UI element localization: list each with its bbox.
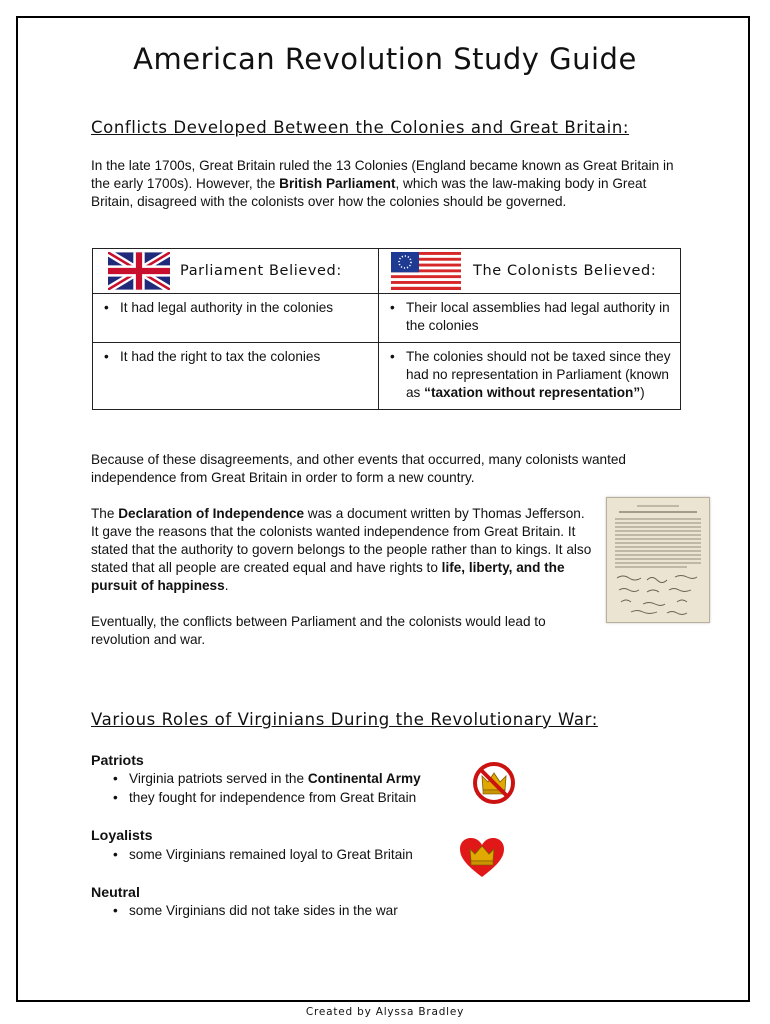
neutral-label: Neutral	[91, 885, 140, 901]
no-crown-icon	[472, 761, 516, 805]
list-item: • they fought for independence from Great Britain	[113, 790, 417, 805]
patriots-label: Patriots	[91, 753, 144, 769]
parliament-belief-1: • It had legal authority in the colonies	[104, 300, 334, 315]
declaration-paragraph: The Declaration of Independence was a document written by Thomas Jefferson. It gave the reasons that the colonists wanted independence from Great Britain. It stated that the authority to govern belongs to the people rather than to kings. It also stated that all people are created equal and have rights to life, liberty, and the pursuit of happiness.	[91, 506, 592, 593]
colonists-header-label: The Colonists Believed:	[473, 263, 657, 279]
parliament-header	[93, 249, 379, 294]
footer-credit: Created by Alyssa Bradley	[305, 1006, 465, 1018]
conflict-lead-paragraph: Eventually, the conflicts between Parliament and the colonists would lead to revolution and war.	[91, 614, 546, 647]
heart-crown-icon	[459, 837, 505, 879]
table-row	[93, 343, 681, 410]
page-title: American Revolution Study Guide	[133, 42, 637, 76]
colonists-belief-1: • Their local assemblies had legal authority in the colonies	[390, 300, 670, 333]
betsy-ross-flag-icon	[391, 252, 461, 290]
parliament-belief-2: • It had the right to tax the colonies	[104, 349, 321, 364]
section-heading-roles: Various Roles of Virginians During the Revolutionary War:	[91, 710, 598, 729]
parliament-header-label: Parliament Believed:	[180, 263, 342, 279]
document-icon	[607, 498, 709, 622]
list-item: • Virginia patriots served in the Continental Army	[113, 771, 421, 786]
colonists-belief-2: • The colonies should not be taxed since they had no representation in Parliament (known as “taxation without representation”)	[390, 349, 671, 400]
loyalists-label: Loyalists	[91, 828, 153, 844]
beliefs-table	[92, 248, 681, 410]
section-heading-conflicts: Conflicts Developed Between the Colonies and Great Britain:	[91, 118, 630, 137]
table-row	[93, 294, 681, 343]
disagreements-paragraph: Because of these disagreements, and other events that occurred, many colonists wanted independence from Great Britain in order to form a new country.	[91, 452, 626, 485]
british-parliament-term: British Parliament	[279, 176, 396, 191]
union-jack-icon	[108, 252, 170, 290]
list-item: • some Virginians did not take sides in the war	[113, 903, 398, 918]
list-item: • some Virginians remained loyal to Great Britain	[113, 847, 413, 862]
intro-paragraph: In the late 1700s, Great Britain ruled the 13 Colonies (England became known as Great Britain in the early 1700s). However, the British Parliament, which was the law-making body in Great Britain, disagreed with the colonists over how the colonies should be governed.	[91, 158, 674, 209]
declaration-document-image	[606, 497, 710, 623]
colonists-header	[379, 249, 681, 294]
